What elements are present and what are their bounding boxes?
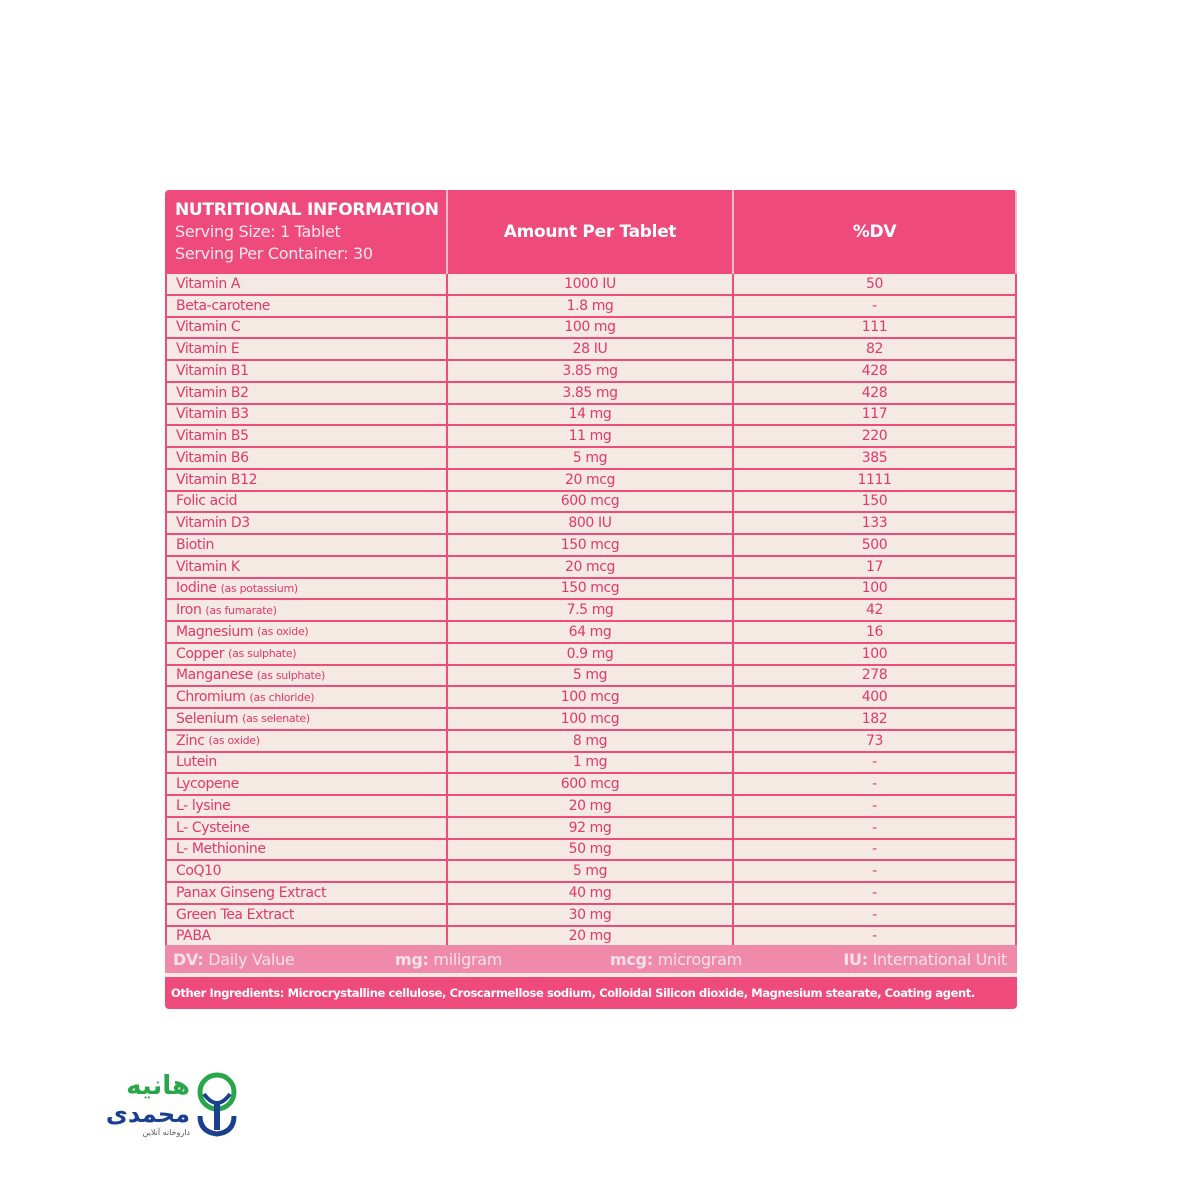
nutrient-dv: 1111 xyxy=(734,470,1017,492)
nutrient-label: Magnesium xyxy=(176,623,254,640)
nutrient-amount: 5 mg xyxy=(448,448,734,470)
nutrient-label: Vitamin B1 xyxy=(176,362,249,379)
nutrient-amount: 20 mg xyxy=(448,927,734,949)
legend-dv-value: Daily Value xyxy=(208,949,295,969)
nutrient-label: L- Cysteine xyxy=(176,819,250,836)
nutrient-name xyxy=(165,492,448,514)
nutrient-dv: 400 xyxy=(734,687,1017,709)
nutrient-source-note: (as selenate) xyxy=(242,712,310,726)
nutrient-amount: 0.9 mg xyxy=(448,644,734,666)
nutrient-amount: 3.85 mg xyxy=(448,361,734,383)
nutrient-name xyxy=(165,709,448,731)
nutrient-amount: 7.5 mg xyxy=(448,600,734,622)
nutrient-dv: - xyxy=(734,796,1017,818)
nutrient-label: Manganese xyxy=(176,667,253,684)
nutrient-label: Lutein xyxy=(176,754,217,771)
nutrient-name xyxy=(165,644,448,666)
nutrient-source-note: (as potassium) xyxy=(220,581,298,595)
legend-bar xyxy=(165,945,1017,973)
nutrient-name xyxy=(165,774,448,796)
logo-text xyxy=(60,1072,190,1138)
nutrient-label: Green Tea Extract xyxy=(176,906,295,923)
nutrient-amount: 5 mg xyxy=(448,666,734,688)
nutrient-amount: 50 mg xyxy=(448,840,734,862)
nutrient-name xyxy=(165,296,448,318)
nutrient-source-note: (as oxide) xyxy=(208,734,260,748)
nutrient-dv: - xyxy=(734,840,1017,862)
nutrient-amount: 30 mg xyxy=(448,905,734,927)
logo-line3: داروخانه آنلاین xyxy=(142,1128,190,1137)
nutrient-name xyxy=(165,383,448,405)
nutrient-label: Selenium xyxy=(176,710,239,727)
nutrient-name xyxy=(165,905,448,927)
nutrient-amount: 20 mcg xyxy=(448,557,734,579)
nutrient-amount: 20 mcg xyxy=(448,470,734,492)
nutrient-amount: 28 IU xyxy=(448,339,734,361)
nutrient-dv: 428 xyxy=(734,383,1017,405)
other-ingredients: Other Ingredients: Microcrystalline cellulose, Croscarmellose sodium, Colloidal Silicon dioxide, Magnesium stearate, Coating agent. xyxy=(165,977,1017,1009)
nutrient-source-note: (as chloride) xyxy=(249,690,315,704)
nutrient-amount: 100 mg xyxy=(448,318,734,340)
nutrient-dv: 428 xyxy=(734,361,1017,383)
logo-line2: محمدی xyxy=(105,1100,190,1128)
nutrition-table xyxy=(165,190,1017,948)
nutrient-label: Iron xyxy=(176,602,202,619)
nutrient-amount: 64 mg xyxy=(448,622,734,644)
nutrient-label: Vitamin B2 xyxy=(176,384,249,401)
nutrient-label: Chromium xyxy=(176,689,246,706)
nutrient-dv: 100 xyxy=(734,644,1017,666)
legend-iu-value: International Unit xyxy=(872,949,1007,969)
nutrient-amount: 11 mg xyxy=(448,426,734,448)
legend-mcg-value: microgram xyxy=(657,949,742,969)
nutrient-name xyxy=(165,361,448,383)
nutrient-name xyxy=(165,513,448,535)
nutrient-dv: - xyxy=(734,774,1017,796)
nutrient-label: Vitamin D3 xyxy=(176,515,250,532)
nutrient-dv: 42 xyxy=(734,600,1017,622)
nutrient-dv: 278 xyxy=(734,666,1017,688)
nutrient-amount: 5 mg xyxy=(448,861,734,883)
column-header-dv: %DV xyxy=(734,190,1017,274)
nutrient-amount: 100 mcg xyxy=(448,709,734,731)
nutrient-label: Beta-carotene xyxy=(176,297,271,314)
column-header-amount: Amount Per Tablet xyxy=(448,190,734,274)
nutrient-source-note: (as sulphate) xyxy=(228,647,297,661)
legend-mcg xyxy=(610,950,742,969)
nutrient-name xyxy=(165,600,448,622)
nutrient-amount: 600 mcg xyxy=(448,492,734,514)
nutrient-name xyxy=(165,666,448,688)
nutrient-label: Vitamin B5 xyxy=(176,428,249,445)
nutrient-source-note: (as oxide) xyxy=(257,625,309,639)
nutrient-name xyxy=(165,687,448,709)
nutrient-amount: 600 mcg xyxy=(448,774,734,796)
nutrient-name xyxy=(165,339,448,361)
nutrient-name xyxy=(165,274,448,296)
nutrient-label: Vitamin A xyxy=(176,275,241,292)
nutrient-dv: 220 xyxy=(734,426,1017,448)
legend-mcg-key: mcg: xyxy=(610,949,653,969)
nutrient-dv: - xyxy=(734,905,1017,927)
nutrient-label: Zinc xyxy=(176,732,205,749)
nutrient-name xyxy=(165,622,448,644)
nutrient-dv: 133 xyxy=(734,513,1017,535)
nutrient-source-note: (as fumarate) xyxy=(205,603,277,617)
nutrient-dv: 500 xyxy=(734,535,1017,557)
nutrient-amount: 150 mcg xyxy=(448,579,734,601)
nutrient-amount: 1 mg xyxy=(448,753,734,775)
nutrient-name xyxy=(165,796,448,818)
nutrient-label: Vitamin K xyxy=(176,558,240,575)
nutrient-dv: 16 xyxy=(734,622,1017,644)
serving-per-container: Serving Per Container: 30 xyxy=(175,244,373,263)
nutrient-label: PABA xyxy=(176,928,211,945)
nutrient-dv: 150 xyxy=(734,492,1017,514)
nutrition-label xyxy=(165,190,1017,1009)
nutrient-amount: 14 mg xyxy=(448,405,734,427)
nutrient-dv: - xyxy=(734,927,1017,949)
nutrient-name xyxy=(165,883,448,905)
nutrient-amount: 40 mg xyxy=(448,883,734,905)
nutrient-label: Vitamin B12 xyxy=(176,471,258,488)
nutrient-amount: 1.8 mg xyxy=(448,296,734,318)
nutrient-dv: 385 xyxy=(734,448,1017,470)
nutrient-name xyxy=(165,535,448,557)
legend-mg-key: mg: xyxy=(395,949,429,969)
nutrient-name xyxy=(165,731,448,753)
nutrient-dv: 182 xyxy=(734,709,1017,731)
nutrient-amount: 100 mcg xyxy=(448,687,734,709)
nutrient-amount: 1000 IU xyxy=(448,274,734,296)
nutrient-name xyxy=(165,557,448,579)
nutrient-label: Panax Ginseng Extract xyxy=(176,884,327,901)
logo-line1: هانیه xyxy=(126,1071,190,1101)
nutrient-name xyxy=(165,840,448,862)
nutrient-dv: - xyxy=(734,296,1017,318)
nutrient-name xyxy=(165,426,448,448)
header-info-cell xyxy=(165,190,448,274)
nutrient-label: Biotin xyxy=(176,536,214,553)
nutrient-dv: 117 xyxy=(734,405,1017,427)
nutrient-amount: 150 mcg xyxy=(448,535,734,557)
legend-dv-key: DV: xyxy=(173,949,204,969)
nutrient-dv: - xyxy=(734,861,1017,883)
nutrient-dv: 50 xyxy=(734,274,1017,296)
nutrient-label: Lycopene xyxy=(176,776,239,793)
nutrient-source-note: (as sulphate) xyxy=(256,668,325,682)
nutrient-label: CoQ10 xyxy=(176,863,222,880)
serving-size: Serving Size: 1 Tablet xyxy=(175,222,341,241)
nutrient-dv: 100 xyxy=(734,579,1017,601)
nutrient-amount: 3.85 mg xyxy=(448,383,734,405)
nutrient-label: Copper xyxy=(176,645,225,662)
pharmacy-cup-icon xyxy=(192,1072,242,1138)
nutrient-amount: 8 mg xyxy=(448,731,734,753)
pharmacy-logo xyxy=(60,1072,245,1142)
nutrient-label: L- lysine xyxy=(176,797,231,814)
nutrient-amount: 92 mg xyxy=(448,818,734,840)
nutrient-label: Vitamin B6 xyxy=(176,449,249,466)
nutrient-label: Folic acid xyxy=(176,493,238,510)
nutrient-name xyxy=(165,405,448,427)
nutrient-label: Vitamin C xyxy=(176,319,241,336)
nutrient-dv: 17 xyxy=(734,557,1017,579)
nutrient-label: L- Methionine xyxy=(176,841,266,858)
nutrient-dv: 82 xyxy=(734,339,1017,361)
nutrient-dv: 111 xyxy=(734,318,1017,340)
legend-iu xyxy=(843,950,1007,969)
legend-iu-key: IU: xyxy=(843,949,868,969)
legend-mg-value: miligram xyxy=(433,949,503,969)
nutrient-label: Iodine xyxy=(176,580,217,597)
nutrient-dv: - xyxy=(734,883,1017,905)
nutrient-name xyxy=(165,318,448,340)
label-title: NUTRITIONAL INFORMATION xyxy=(175,200,439,220)
nutrient-label: Vitamin B3 xyxy=(176,406,249,423)
nutrient-dv: - xyxy=(734,753,1017,775)
legend-dv xyxy=(173,950,294,969)
nutrient-name xyxy=(165,579,448,601)
nutrient-name xyxy=(165,470,448,492)
nutrient-name xyxy=(165,861,448,883)
nutrient-name xyxy=(165,753,448,775)
legend-mg xyxy=(395,950,502,969)
nutrient-amount: 20 mg xyxy=(448,796,734,818)
nutrient-dv: - xyxy=(734,818,1017,840)
nutrient-label: Vitamin E xyxy=(176,341,240,358)
nutrient-name xyxy=(165,818,448,840)
nutrient-dv: 73 xyxy=(734,731,1017,753)
nutrient-amount: 800 IU xyxy=(448,513,734,535)
nutrient-name xyxy=(165,448,448,470)
